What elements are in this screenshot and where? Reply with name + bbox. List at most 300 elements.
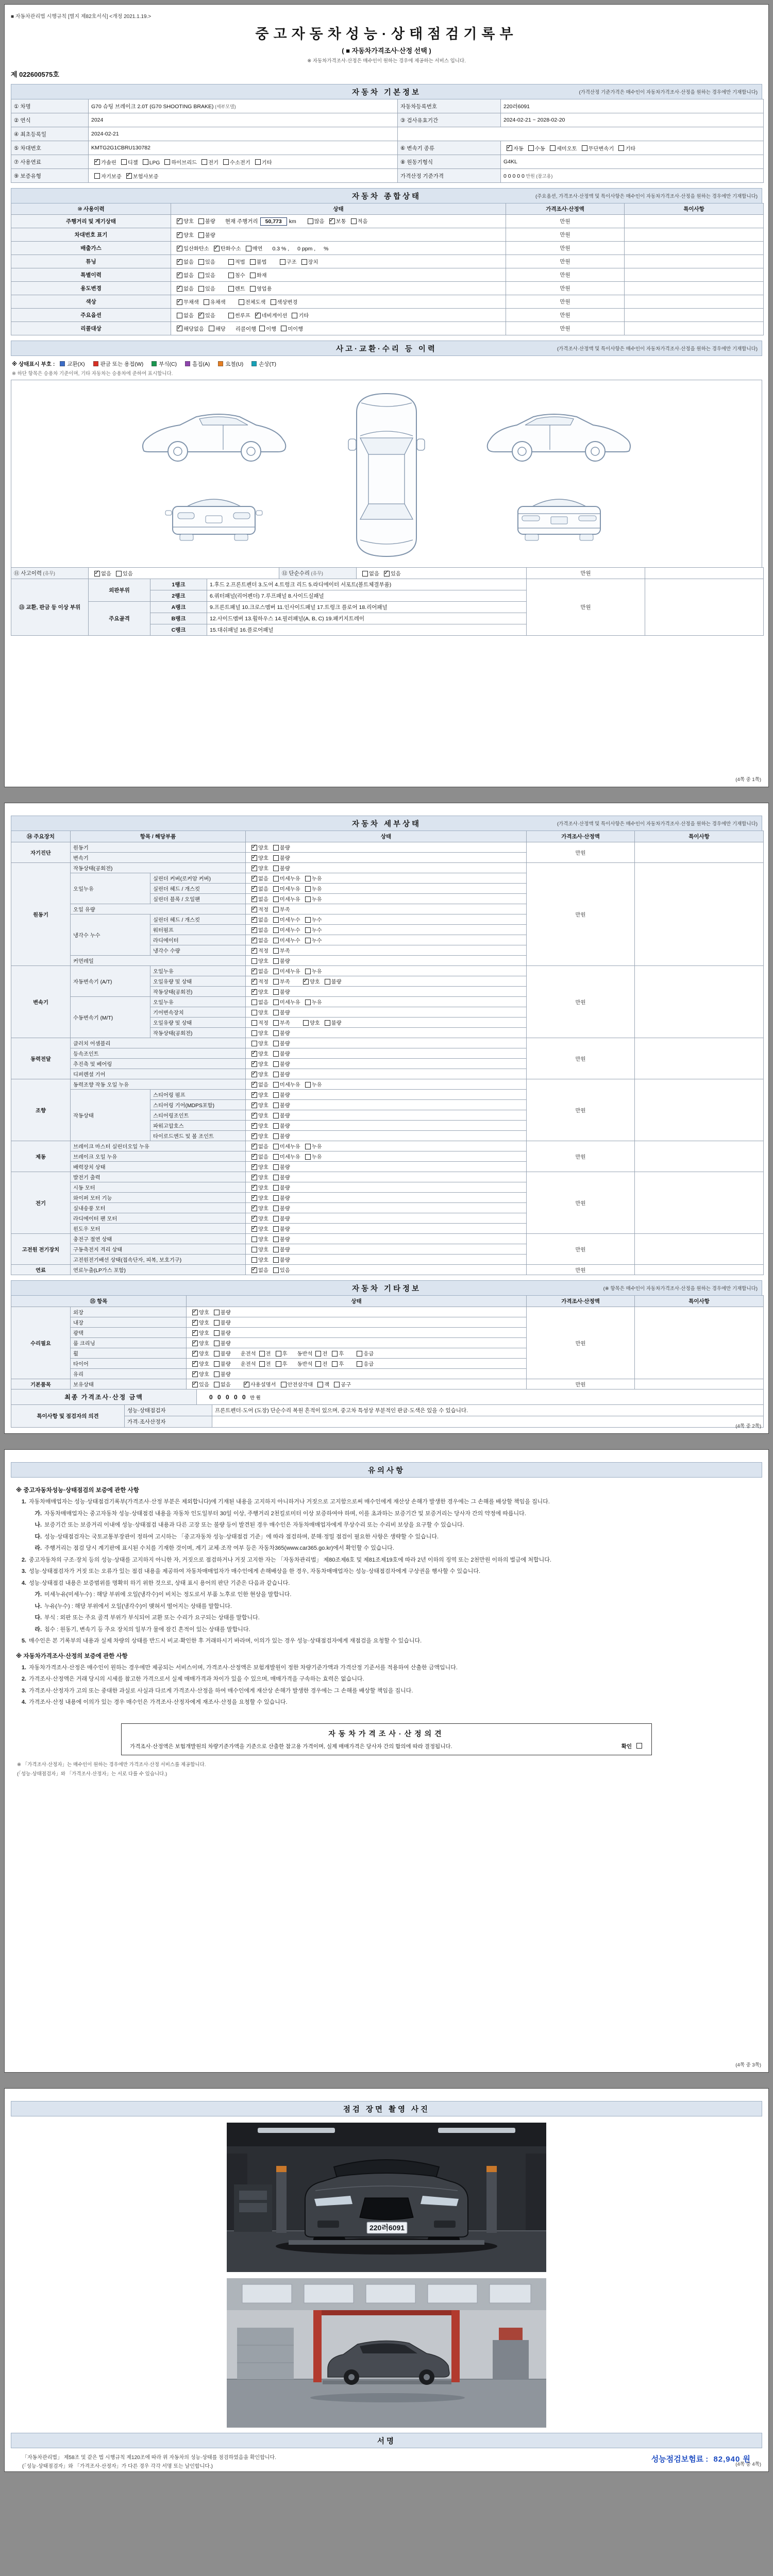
checkbox-label: 불량: [279, 1041, 290, 1047]
checkbox-label: 없음: [101, 571, 111, 577]
cell-text: 만원: [580, 570, 591, 577]
checkbox[interactable]: [214, 1361, 220, 1367]
checkbox-label: 무단변속기: [588, 146, 614, 152]
checkbox[interactable]: [250, 259, 256, 265]
checkbox[interactable]: [244, 1382, 249, 1387]
checkbox[interactable]: [273, 855, 279, 861]
checkbox[interactable]: [251, 1041, 257, 1046]
cell-text: 2024: [91, 117, 104, 123]
checkbox[interactable]: [251, 1103, 257, 1108]
checkbox-label: 자동: [513, 146, 524, 152]
checkbox[interactable]: [303, 979, 309, 985]
checkbox[interactable]: [192, 1330, 198, 1336]
cell-text: 주요옵션: [80, 312, 102, 318]
checkbox-option: [248, 1175, 268, 1181]
checkbox[interactable]: [332, 1361, 338, 1367]
checkbox[interactable]: [251, 1030, 257, 1036]
table-cell: [71, 1213, 246, 1224]
section-title: 유의사항: [367, 1466, 406, 1475]
table-cell: [150, 1110, 246, 1121]
notes-paragraph: 다. 성능·상태점검자는 국토교통부장관이 정하여 고시하는 「중고자동차 성능·상태점검 기준」에 따라 점검하며, 분해·정밀 점검이 필요한 사항은 생략할 수 있습니다.: [35, 1533, 439, 1540]
checkbox[interactable]: [251, 1113, 257, 1118]
checkbox[interactable]: [273, 1247, 279, 1252]
checkbox[interactable]: [259, 326, 265, 331]
checkbox-label: 누유: [311, 887, 322, 892]
checkbox-label: 없음: [220, 1382, 231, 1388]
accident-summary-table: [11, 567, 764, 579]
table-cell: [171, 215, 506, 228]
page-notices: [4, 1449, 769, 2073]
checkbox-label: 불량: [279, 1062, 290, 1067]
checkbox[interactable]: [273, 1072, 279, 1077]
checkbox-option: [270, 1206, 290, 1212]
checkbox[interactable]: [251, 999, 257, 1005]
checkbox[interactable]: [251, 1154, 257, 1160]
checkbox[interactable]: [325, 1020, 330, 1026]
checkbox[interactable]: [273, 1113, 279, 1118]
checkbox[interactable]: [251, 927, 257, 933]
checkbox[interactable]: [94, 571, 100, 577]
checkbox-label: 양호: [309, 1021, 320, 1026]
checkbox[interactable]: [315, 1361, 321, 1367]
checkbox[interactable]: [228, 313, 234, 318]
table-cell: [71, 842, 246, 853]
checkbox[interactable]: [273, 1030, 279, 1036]
checkbox[interactable]: [273, 948, 279, 954]
checkbox[interactable]: [192, 1320, 198, 1326]
checkbox[interactable]: [528, 145, 534, 151]
checkbox[interactable]: [315, 1351, 321, 1357]
checkbox[interactable]: [251, 1010, 257, 1015]
table-cell: [246, 1151, 527, 1162]
checkbox[interactable]: [164, 159, 170, 165]
checkbox[interactable]: [305, 1154, 311, 1160]
checkbox[interactable]: [618, 145, 624, 151]
cell-text: 오일누유: [153, 1000, 174, 1006]
checkbox[interactable]: [273, 845, 279, 851]
checkbox-option: [348, 218, 368, 225]
checkbox-label: 없음: [258, 969, 268, 975]
checkbox[interactable]: [303, 1020, 309, 1026]
checkbox[interactable]: [362, 571, 368, 577]
checkbox[interactable]: [305, 1082, 311, 1088]
checkbox[interactable]: [192, 1341, 198, 1346]
checkbox[interactable]: [357, 1361, 362, 1367]
checkbox-label: 누수: [311, 938, 322, 944]
etc-info-table: [11, 1295, 764, 1389]
checkbox[interactable]: [192, 1310, 198, 1315]
table-cell: [11, 141, 89, 155]
checkbox[interactable]: [305, 999, 311, 1005]
checkbox[interactable]: [251, 1216, 257, 1222]
checkbox[interactable]: [177, 326, 182, 331]
checkbox[interactable]: [177, 259, 182, 265]
checkbox-label: 하이브리드: [171, 160, 197, 166]
table-cell: [246, 1162, 527, 1172]
checkbox[interactable]: [177, 218, 182, 224]
checkbox[interactable]: [251, 1226, 257, 1232]
checkbox[interactable]: [214, 1310, 220, 1315]
table-cell: [246, 853, 527, 863]
checkbox-label: 양호: [258, 845, 268, 851]
checkbox[interactable]: [305, 876, 311, 882]
checkbox[interactable]: [259, 1351, 265, 1357]
legend-items: [60, 360, 284, 368]
table-cell: [150, 997, 246, 1007]
checkbox[interactable]: [251, 948, 257, 954]
checkbox[interactable]: [251, 845, 257, 851]
checkbox[interactable]: [251, 1185, 257, 1191]
checkbox[interactable]: [250, 273, 256, 278]
checkbox[interactable]: [177, 246, 182, 251]
checkbox[interactable]: [251, 1175, 257, 1180]
checkbox[interactable]: [251, 938, 257, 943]
legend-label: 요철(U): [225, 361, 244, 367]
checkbox[interactable]: [273, 917, 279, 923]
checkbox-option: [211, 246, 241, 252]
cell-text: 만원: [560, 259, 570, 265]
checkbox[interactable]: [305, 927, 311, 933]
table-cell: [11, 113, 89, 127]
checkbox-option: [189, 1331, 209, 1336]
notes-paragraph: 4. 성능·상태점검 내용은 보증범위를 명확히 하기 위한 것으로, 상태 표시 용어의 판단 기준은 다음과 같습니다.: [21, 1580, 290, 1586]
confirm-checkbox[interactable]: [636, 1743, 642, 1749]
legend-item: [93, 361, 144, 367]
checkbox[interactable]: [305, 938, 311, 943]
checkbox[interactable]: [251, 1257, 257, 1263]
checkbox[interactable]: [198, 218, 204, 224]
final-price-table: [11, 1389, 764, 1405]
checkbox[interactable]: [251, 1206, 257, 1211]
checkbox[interactable]: [273, 1010, 279, 1015]
checkbox[interactable]: [273, 1216, 279, 1222]
checkbox[interactable]: [305, 896, 311, 902]
document-number: 제 022600575호: [11, 71, 59, 78]
table-cell: [625, 228, 764, 242]
checkbox-option: [248, 1216, 268, 1222]
table-cell: [71, 914, 150, 956]
section-title: 자동차 기타정보: [351, 1284, 422, 1293]
checkbox[interactable]: [246, 246, 251, 251]
checkbox[interactable]: [192, 1371, 198, 1377]
checkbox[interactable]: [251, 917, 257, 923]
checkbox[interactable]: [251, 907, 257, 912]
checkbox[interactable]: [251, 1267, 257, 1273]
legend-label: 교환(X): [67, 361, 85, 367]
checkbox[interactable]: [334, 1382, 340, 1387]
checkbox[interactable]: [251, 1195, 257, 1201]
checkbox[interactable]: [126, 173, 132, 179]
checkbox[interactable]: [251, 1133, 257, 1139]
checkbox-option: [248, 1155, 268, 1160]
checkbox-option: [270, 876, 300, 882]
checkbox[interactable]: [273, 999, 279, 1005]
checkbox-option: [270, 1072, 290, 1078]
checkbox[interactable]: [201, 159, 207, 165]
car-diagram-rear-view: [508, 487, 611, 549]
checkbox[interactable]: [305, 886, 311, 892]
checkbox[interactable]: [228, 273, 234, 278]
checkbox[interactable]: [177, 232, 182, 238]
cell-text: 클러치 어셈블리: [73, 1041, 111, 1047]
cell-text: 만원: [575, 1341, 586, 1347]
checkbox[interactable]: [281, 326, 287, 331]
checkbox-label: 양호: [258, 1227, 268, 1232]
table-cell: [11, 1389, 197, 1405]
checkbox[interactable]: [276, 1361, 281, 1367]
checkbox[interactable]: [273, 1185, 279, 1191]
checkbox[interactable]: [214, 1351, 220, 1357]
checkbox-option: [248, 1031, 268, 1037]
checkbox-label: LPG: [149, 160, 160, 166]
checkbox-label: 불량: [279, 1237, 290, 1243]
checkbox[interactable]: [198, 259, 204, 265]
checkbox[interactable]: [273, 1154, 279, 1160]
table-cell: [635, 966, 764, 1038]
cell-text: 라디에이터 팬 모터: [73, 1216, 117, 1222]
checkbox-label: 미이행: [288, 326, 304, 332]
checkbox[interactable]: [273, 938, 279, 943]
checkbox[interactable]: [251, 979, 257, 985]
checkbox[interactable]: [177, 273, 182, 278]
checkbox-option: [118, 160, 138, 166]
checkbox[interactable]: [317, 1382, 323, 1387]
checkbox[interactable]: [273, 866, 279, 871]
cell-text: A랭크: [171, 604, 186, 611]
cell-text: 15.대쉬패널 16.플로어패널: [210, 627, 274, 633]
checkbox[interactable]: [239, 299, 244, 305]
checkbox[interactable]: [273, 1236, 279, 1242]
page-marker: (4쪽 중 2쪽): [735, 1423, 761, 1429]
cell-text: 프론트펜더·도어 (도장) 단순수리 복원 흔적이 있으며, 중고차 특성상 부분적인 판금·도색은 있을 수 있습니다.: [215, 1408, 468, 1414]
checkbox[interactable]: [214, 1382, 220, 1387]
checkbox-label: 없음: [258, 1082, 268, 1088]
checkbox[interactable]: [251, 969, 257, 974]
checkbox[interactable]: [273, 886, 279, 892]
checkbox[interactable]: [273, 1144, 279, 1149]
cell-text: 변속기: [33, 1000, 48, 1006]
table-cell: [150, 1121, 246, 1131]
checkbox[interactable]: [251, 1123, 257, 1129]
checkbox[interactable]: [214, 1330, 220, 1336]
checkbox[interactable]: [273, 1061, 279, 1067]
checkbox-option: [267, 299, 298, 306]
checkbox[interactable]: [251, 958, 257, 964]
checkbox[interactable]: [251, 1072, 257, 1077]
checkbox[interactable]: [192, 1351, 198, 1357]
checkbox[interactable]: [273, 1175, 279, 1180]
checkbox[interactable]: [214, 1341, 220, 1346]
checkbox-option: [211, 1362, 231, 1367]
checkbox[interactable]: [177, 313, 182, 318]
page-marker: (4쪽 중 4쪽): [735, 2462, 761, 2467]
checkbox[interactable]: [209, 326, 214, 331]
checkbox[interactable]: [273, 979, 279, 985]
checkbox[interactable]: [250, 286, 256, 292]
legend-item: [185, 361, 210, 367]
checkbox[interactable]: [177, 286, 182, 292]
checkbox[interactable]: [255, 159, 261, 165]
checkbox[interactable]: [228, 259, 234, 265]
checkbox-option: [123, 174, 159, 180]
checkbox[interactable]: [582, 145, 587, 151]
checkbox[interactable]: [251, 1082, 257, 1088]
column-header: [71, 831, 246, 842]
table-cell: [527, 568, 645, 579]
checkbox[interactable]: [198, 313, 204, 318]
table-cell: [207, 579, 527, 590]
cell-text: 특이사항: [688, 834, 710, 840]
checkbox-option: [270, 1196, 290, 1201]
checkbox[interactable]: [204, 299, 209, 305]
checkbox-label: 누수: [311, 918, 322, 923]
checkbox[interactable]: [273, 1041, 279, 1046]
checkbox[interactable]: [192, 1361, 198, 1367]
car-diagram-top-view: [327, 387, 446, 563]
table-cell: [625, 309, 764, 322]
checkbox[interactable]: [305, 969, 311, 974]
checkbox[interactable]: [273, 958, 279, 964]
checkbox[interactable]: [198, 286, 204, 292]
checkbox[interactable]: [357, 1351, 362, 1357]
checkbox[interactable]: [255, 313, 261, 318]
checkbox-option: [270, 1185, 290, 1191]
checkbox[interactable]: [251, 886, 257, 892]
section-etc-info: [11, 1280, 762, 1296]
checkbox[interactable]: [384, 571, 390, 577]
checkbox[interactable]: [251, 1051, 257, 1057]
checkbox[interactable]: [223, 159, 229, 165]
cell-text: 색상: [86, 299, 96, 305]
cell-text: 전기: [36, 1201, 46, 1207]
checkbox[interactable]: [507, 145, 512, 151]
checkbox[interactable]: [273, 1226, 279, 1232]
checkbox[interactable]: [273, 1133, 279, 1139]
checkbox[interactable]: [94, 173, 100, 179]
checkbox-label: 누유: [311, 1155, 322, 1160]
checkbox-label: 양호: [258, 866, 268, 872]
checkbox[interactable]: [121, 159, 127, 165]
checkbox[interactable]: [251, 876, 257, 882]
checkbox[interactable]: [251, 1236, 257, 1242]
checkbox[interactable]: [273, 876, 279, 882]
checkbox-option: [211, 1341, 231, 1347]
checkbox[interactable]: [251, 1020, 257, 1026]
checkbox[interactable]: [94, 159, 100, 165]
checkbox[interactable]: [273, 896, 279, 902]
checkbox[interactable]: [214, 246, 220, 251]
cell-subtext: (세부모델): [213, 104, 236, 109]
table-cell: [246, 894, 527, 904]
checkbox[interactable]: [198, 232, 204, 238]
checkbox-option: [236, 299, 266, 306]
checkbox[interactable]: [301, 259, 307, 265]
checkbox[interactable]: [143, 159, 148, 165]
checkbox[interactable]: [251, 989, 257, 995]
checkbox[interactable]: [280, 259, 285, 265]
checkbox[interactable]: [273, 907, 279, 912]
checkbox[interactable]: [351, 218, 357, 224]
checkbox[interactable]: [251, 1092, 257, 1098]
checkbox[interactable]: [259, 1361, 265, 1367]
checkbox[interactable]: [329, 218, 335, 224]
checkbox-option: [289, 313, 309, 319]
checkbox[interactable]: [292, 313, 297, 318]
checkbox[interactable]: [177, 299, 182, 305]
checkbox[interactable]: [308, 218, 313, 224]
checkbox[interactable]: [332, 1351, 338, 1357]
checkbox[interactable]: [273, 969, 279, 974]
checkbox[interactable]: [273, 1082, 279, 1088]
checkbox[interactable]: [251, 1061, 257, 1067]
table-cell: [527, 1172, 635, 1234]
checkbox[interactable]: [305, 1144, 311, 1149]
checkbox[interactable]: [116, 571, 122, 577]
table-cell: [527, 863, 635, 966]
cell-subtext: (유무): [42, 571, 55, 576]
checkbox[interactable]: [273, 1092, 279, 1098]
checkbox[interactable]: [273, 1206, 279, 1211]
checkbox[interactable]: [273, 1164, 279, 1170]
table-cell: [11, 99, 89, 113]
checkbox[interactable]: [271, 299, 276, 305]
checkbox-label: 불량: [279, 1196, 290, 1201]
checkbox-option: [270, 1113, 290, 1119]
checkbox-option: [248, 1227, 268, 1232]
checkbox[interactable]: [273, 1257, 279, 1263]
table-cell: [635, 842, 764, 863]
checkbox[interactable]: [273, 1195, 279, 1201]
cell-text: ⑤ 차대번호: [14, 145, 41, 151]
checkbox[interactable]: [273, 989, 279, 995]
legend-prefix: ※ 상태표시 부호 :: [12, 361, 55, 367]
checkbox[interactable]: [228, 286, 234, 292]
checkbox[interactable]: [273, 1051, 279, 1057]
checkbox[interactable]: [251, 896, 257, 902]
checkbox[interactable]: [305, 917, 311, 923]
table-cell: [150, 925, 246, 935]
checkbox[interactable]: [198, 273, 204, 278]
checkbox-label: 기타: [261, 160, 272, 166]
checkbox[interactable]: [276, 1351, 281, 1357]
checkbox[interactable]: [273, 927, 279, 933]
checkbox[interactable]: [214, 1320, 220, 1326]
checkbox[interactable]: [251, 1247, 257, 1252]
checkbox[interactable]: [251, 866, 257, 871]
checkbox[interactable]: [251, 1144, 257, 1149]
checkbox[interactable]: [214, 1371, 220, 1377]
checkbox[interactable]: [550, 145, 556, 151]
table-cell: [150, 873, 246, 884]
checkbox-option: [256, 1351, 271, 1357]
checkbox[interactable]: [192, 1382, 198, 1387]
checkbox[interactable]: [273, 1020, 279, 1026]
table-cell: [11, 282, 171, 295]
checkbox-label: 해당: [215, 326, 226, 332]
table-cell: [506, 242, 625, 255]
checkbox[interactable]: [273, 1267, 279, 1273]
table-cell: [71, 1048, 246, 1059]
checkbox[interactable]: [281, 1382, 287, 1387]
checkbox[interactable]: [273, 1123, 279, 1129]
checkbox-option: [270, 1000, 300, 1006]
checkbox[interactable]: [251, 1164, 257, 1170]
checkbox-label: 없음: [258, 1000, 268, 1006]
checkbox[interactable]: [251, 855, 257, 861]
checkbox[interactable]: [325, 979, 330, 985]
checkbox[interactable]: [273, 1103, 279, 1108]
page-photos-signature: [4, 2088, 769, 2472]
